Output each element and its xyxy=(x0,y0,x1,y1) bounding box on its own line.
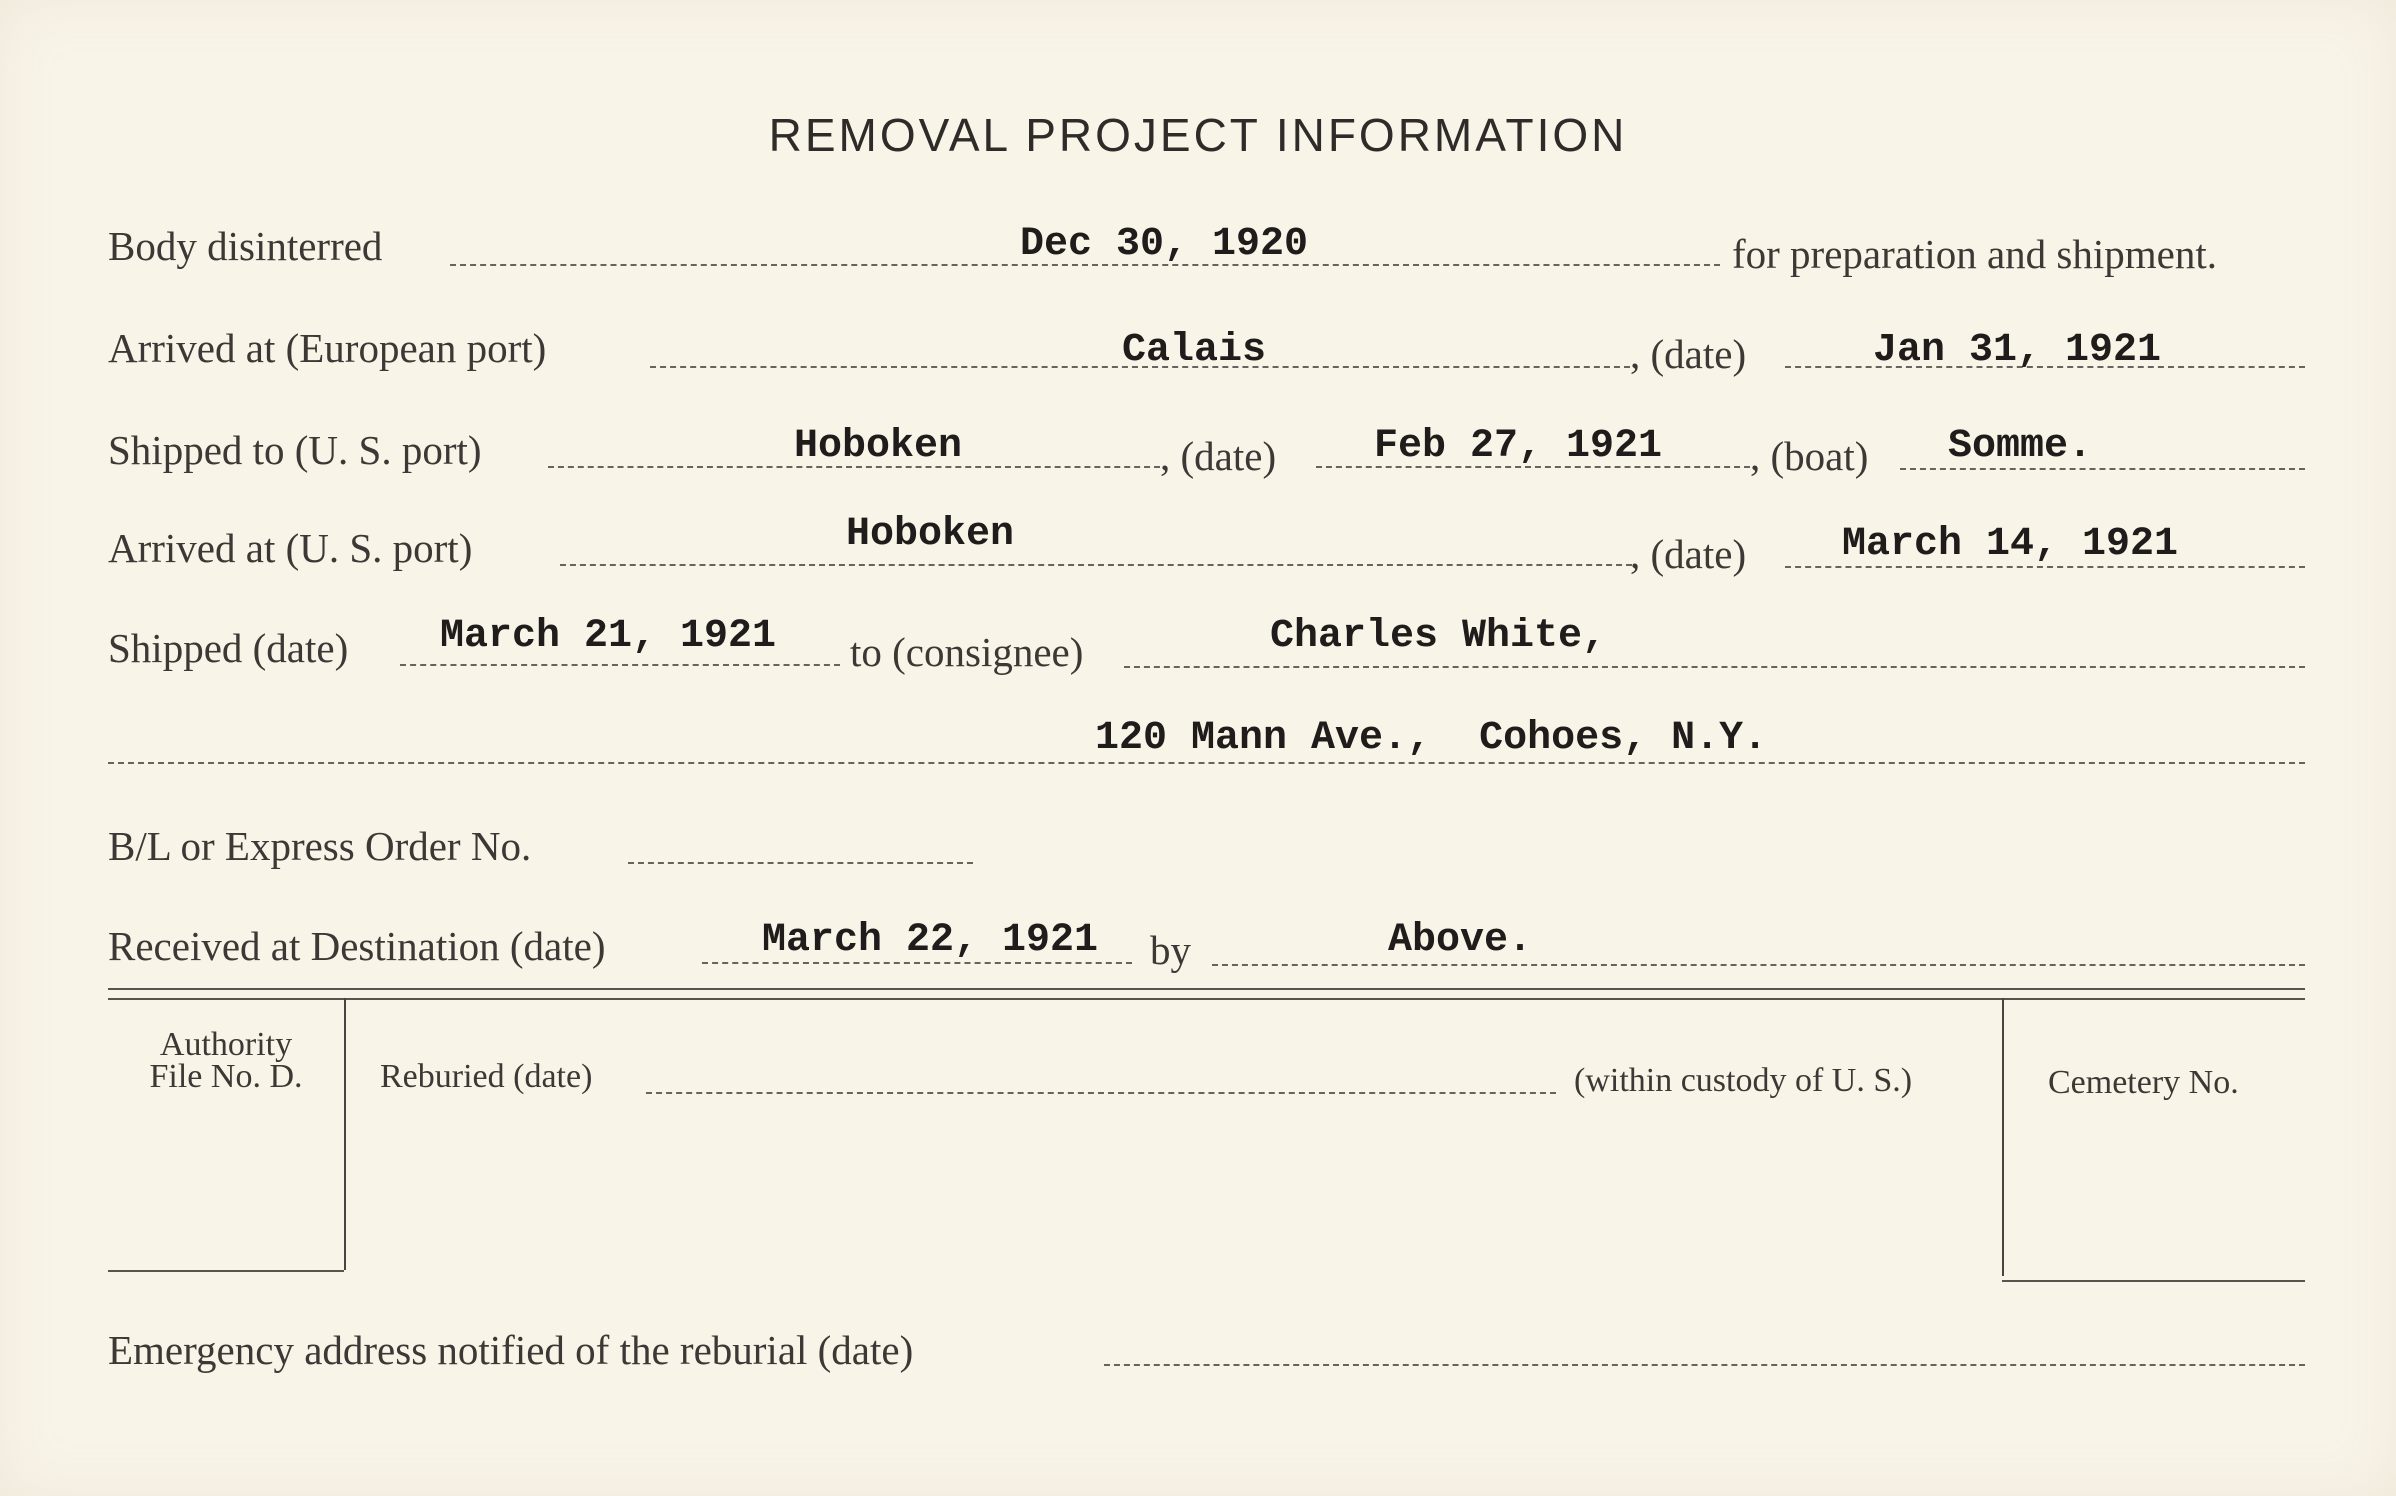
received-by-label: by xyxy=(1150,927,1191,973)
shipped-us-date-label: , (date) xyxy=(1160,433,1277,479)
shipped-us-boat-label: , (boat) xyxy=(1750,433,1869,479)
shipped-date-value: March 21, 1921 xyxy=(440,614,777,659)
emergency-line xyxy=(1104,1364,2305,1366)
box-top-rule xyxy=(108,988,2305,990)
emergency-label: Emergency address notified of the reburial (date) xyxy=(108,1327,914,1373)
body-disinterred-label: Body disinterred xyxy=(108,223,383,269)
shipped-date-label: Shipped (date) xyxy=(108,625,349,671)
bl-label: B/L or Express Order No. xyxy=(108,823,532,869)
custody-label: (within custody of U. S.) xyxy=(1574,1062,1913,1099)
address-value: 120 Mann Ave., Cohoes, N.Y. xyxy=(1095,716,1768,761)
shipped-date-line xyxy=(400,664,840,666)
cemetery-label: Cemetery No. xyxy=(2048,1064,2239,1101)
arrived-european-date: Jan 31, 1921 xyxy=(1873,328,2162,373)
address-line xyxy=(108,762,2305,764)
file-no-label: File No. D. xyxy=(149,1058,303,1095)
reburied-line xyxy=(646,1092,1556,1094)
arrived-us-label: Arrived at (U. S. port) xyxy=(108,525,473,571)
arrived-us-date: March 14, 1921 xyxy=(1842,522,2179,567)
shipped-us-boat: Somme. xyxy=(1948,424,2093,469)
body-disinterred-suffix: for preparation and shipment. xyxy=(1732,231,2218,277)
received-by-value: Above. xyxy=(1388,918,1533,963)
arrived-european-value: Calais xyxy=(1122,328,1267,373)
arrived-us-value: Hoboken xyxy=(846,512,1015,557)
arrived-european-label: Arrived at (European port) xyxy=(108,325,547,371)
consignee-line xyxy=(1124,666,2305,668)
authority-label: Authority xyxy=(159,1026,293,1063)
consignee-label: to (consignee) xyxy=(850,629,1084,675)
received-label: Received at Destination (date) xyxy=(108,923,606,969)
received-by-line xyxy=(1212,964,2305,966)
box-divider-right xyxy=(2002,998,2004,1276)
box-top-rule-2 xyxy=(108,998,2305,1000)
box-divider-left xyxy=(344,998,346,1270)
box-bottom-rule-left xyxy=(108,1270,344,1272)
shipped-us-date: Feb 27, 1921 xyxy=(1374,424,1663,469)
reburied-label: Reburied (date) xyxy=(380,1058,593,1095)
received-date: March 22, 1921 xyxy=(762,918,1099,963)
arrived-european-date-label: , (date) xyxy=(1630,331,1747,377)
consignee-value: Charles White, xyxy=(1270,614,1607,659)
arrived-us-line xyxy=(560,564,1632,566)
box-bottom-rule-right xyxy=(2002,1280,2305,1282)
arrived-us-date-label: , (date) xyxy=(1630,531,1747,577)
body-disinterred-value: Dec 30, 1920 xyxy=(1020,222,1309,267)
bl-line xyxy=(628,862,973,864)
card-title: REMOVAL PROJECT INFORMATION xyxy=(768,109,1628,161)
shipped-us-value: Hoboken xyxy=(794,424,963,469)
shipped-us-label: Shipped to (U. S. port) xyxy=(108,427,482,473)
